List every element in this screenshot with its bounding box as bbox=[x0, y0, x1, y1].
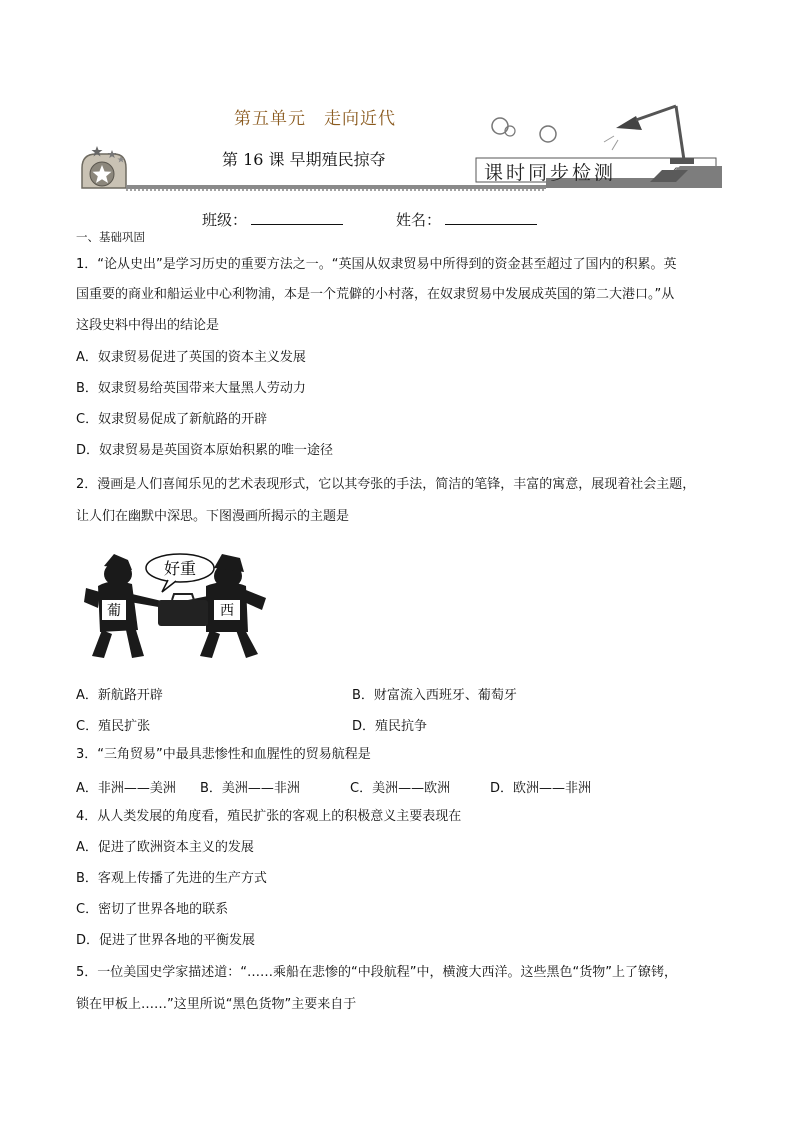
q4-option-d[interactable]: D．促进了世界各地的平衡发展 bbox=[76, 933, 256, 948]
q2-option-a[interactable]: A．新航路开辟 bbox=[76, 688, 163, 703]
name-label: 姓名： bbox=[396, 211, 442, 229]
q5-line: 锁在甲板上……”这里所说“黑色货物”主要来自于 bbox=[76, 997, 357, 1012]
q1-option-d[interactable]: D．奴隶贸易是英国资本原始积累的唯一途径 bbox=[76, 443, 334, 458]
q1-line: 这段史料中得出的结论是 bbox=[76, 318, 220, 333]
section-title: 一、基础巩固 bbox=[76, 230, 145, 244]
q1-line: 1．“论从史出”是学习历史的重要方法之一。“英国从奴隶贸易中所得到的资金甚至超过了国内的积累。英 bbox=[76, 257, 677, 272]
q5-line: 5．一位美国史学家描述道：“……乘船在悲惨的“中段航程”中，横渡大西洋。这些黑色“货物”上了镣铐， bbox=[76, 965, 677, 980]
header-banner bbox=[76, 96, 722, 196]
q4-option-b[interactable]: B．客观上传播了先进的生产方式 bbox=[76, 871, 267, 886]
cartoon-image bbox=[82, 548, 272, 668]
cartoon-bubble-text: 好重 bbox=[163, 559, 197, 578]
q2-line: 让人们在幽默中深思。下图漫画所揭示的主题是 bbox=[76, 509, 350, 524]
q4-option-c[interactable]: C．密切了世界各地的联系 bbox=[76, 902, 229, 917]
q1-option-a[interactable]: A．奴隶贸易促进了英国的资本主义发展 bbox=[76, 350, 306, 365]
class-label: 班级： bbox=[202, 211, 248, 229]
name-field[interactable] bbox=[396, 209, 537, 230]
q2-option-b[interactable]: B．财富流入西班牙、葡萄牙 bbox=[352, 688, 517, 703]
q3-option-c[interactable]: C．美洲——欧洲 bbox=[350, 781, 451, 796]
class-blank[interactable] bbox=[251, 210, 343, 225]
q1-option-b[interactable]: B．奴隶贸易给英国带来大量黑人劳动力 bbox=[76, 381, 306, 396]
q3-option-a[interactable]: A．非洲——美洲 bbox=[76, 781, 176, 796]
q4-stem: 4．从人类发展的角度看，殖民扩张的客观上的积极意义主要表现在 bbox=[76, 809, 462, 824]
class-field[interactable] bbox=[202, 209, 343, 230]
desk-lamp-icon bbox=[604, 106, 694, 164]
star-badge-icon bbox=[82, 146, 126, 188]
q2-option-c[interactable]: C．殖民扩张 bbox=[76, 719, 151, 734]
unit-title: 第五单元 走向近代 bbox=[234, 109, 396, 129]
q4-option-a[interactable]: A．促进了欧洲资本主义的发展 bbox=[76, 840, 254, 855]
banner-label: 课时同步检测 bbox=[484, 162, 617, 184]
lesson-title: 第 16 课 早期殖民掠夺 bbox=[222, 150, 386, 169]
q1-line: 国重要的商业和船运业中心利物浦，本是一个荒僻的小村落，在奴隶贸易中发展成英国的第二大港口。”从 bbox=[76, 287, 675, 302]
cartoon-left-label: 葡 bbox=[107, 603, 121, 619]
name-blank[interactable] bbox=[445, 210, 537, 225]
q3-option-d[interactable]: D．欧洲——非洲 bbox=[490, 781, 592, 796]
q2-option-d[interactable]: D．殖民抗争 bbox=[352, 719, 428, 734]
cartoon-right-label: 西 bbox=[220, 603, 234, 619]
q3-stem: 3．“三角贸易”中最具悲惨性和血腥性的贸易航程是 bbox=[76, 747, 371, 762]
q3-option-b[interactable]: B．美洲——非洲 bbox=[200, 781, 300, 796]
q2-line: 2．漫画是人们喜闻乐见的艺术表现形式，它以其夸张的手法，简洁的笔锋，丰富的寓意，展现着社会主题， bbox=[76, 477, 696, 492]
q1-option-c[interactable]: C．奴隶贸易促成了新航路的开辟 bbox=[76, 412, 268, 427]
